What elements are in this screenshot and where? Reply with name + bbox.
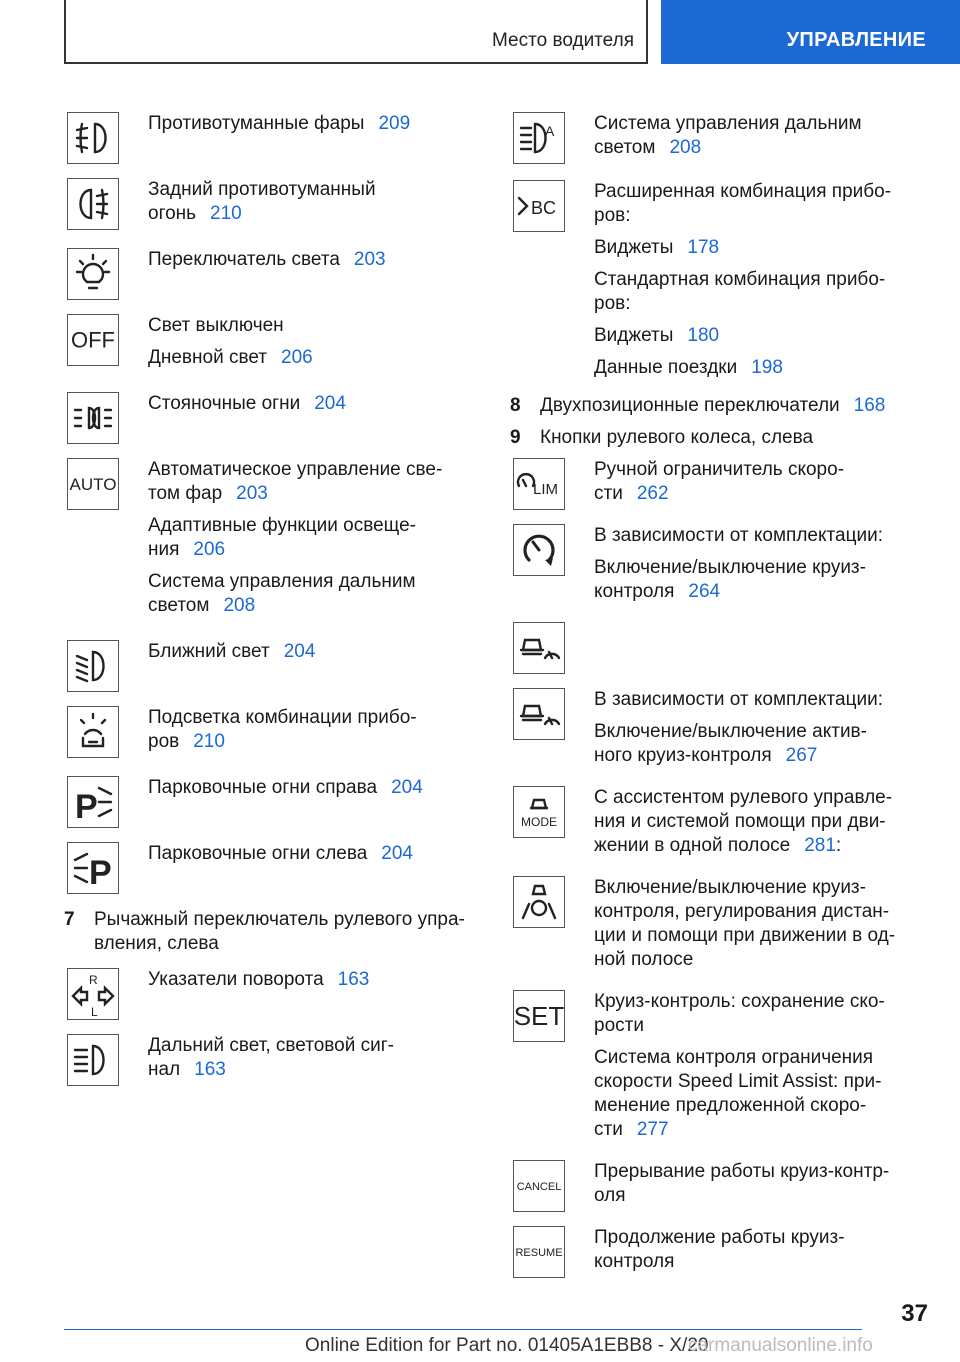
svg-text:P: P [89, 854, 112, 892]
icon-entry [64, 1034, 476, 1090]
set-icon [513, 990, 565, 1042]
parking-lights-icon [67, 392, 119, 444]
entry-line-text: Переключатель света [148, 249, 340, 270]
entry-line [148, 458, 476, 506]
entry-line-text: Адаптивные функции освеще- [148, 515, 416, 536]
entry-line-text: контроля [594, 581, 675, 602]
page-reference-link[interactable]: 210 [210, 203, 242, 224]
front-fog-light-icon [67, 112, 119, 164]
entry-text [148, 314, 476, 378]
page-reference-link[interactable]: 264 [688, 581, 721, 602]
page-reference-link[interactable]: 281 [804, 835, 836, 856]
page-reference-link[interactable]: 204 [381, 843, 413, 864]
entry-line [148, 178, 476, 226]
auto-icon [67, 458, 119, 510]
edition-text: Online Edition for Part no. 01405A1EBB8 - X/20 [305, 1335, 709, 1356]
entry-line [148, 776, 476, 800]
light-switch-icon [67, 248, 119, 300]
icon-entry [510, 622, 930, 674]
entry-text [148, 842, 476, 874]
icon-cell [510, 112, 594, 164]
icon-entry [64, 776, 476, 828]
page-reference-link[interactable]: 262 [636, 483, 669, 504]
entry-line [594, 1226, 930, 1274]
icon-entry [64, 178, 476, 234]
page-reference-link[interactable]: 163 [194, 1059, 226, 1080]
icon-entry [510, 180, 930, 388]
entry-line [594, 458, 930, 506]
icon-entry [510, 688, 930, 776]
numbered-item [510, 394, 930, 418]
entry-text [594, 112, 930, 168]
entry-line-text: Подсветка комбинации прибо- [148, 707, 417, 728]
entry-text [148, 248, 476, 280]
icon-entry [64, 706, 476, 762]
page-reference-link[interactable]: 267 [785, 745, 818, 766]
item-text [94, 908, 476, 956]
icon-entry [64, 112, 476, 164]
icon-entry [510, 112, 930, 168]
svg-text:MODE: MODE [521, 815, 557, 829]
icon-entry [510, 524, 930, 612]
entry-line [594, 324, 930, 348]
entry-line [594, 688, 930, 712]
entry-line-text: Продолжение работы круиз- [594, 1227, 845, 1248]
entry-text [594, 688, 930, 776]
entry-line-text: Включение/выключение круиз- [594, 877, 866, 898]
chapter-title: УПРАВЛЕНИЕ [786, 29, 926, 51]
icon-entry [64, 314, 476, 378]
entry-line [148, 514, 476, 562]
entry-line [148, 1034, 476, 1082]
entry-text [148, 112, 476, 144]
svg-text:SET: SET [514, 1001, 564, 1032]
entry-line-text: Ручной ограничитель скоро- [594, 459, 845, 480]
icon-cell [64, 842, 148, 894]
entry-line-text: нал [148, 1059, 181, 1080]
section-title: Место водителя [492, 30, 634, 51]
icon-entry [64, 640, 476, 692]
svg-text:OFF: OFF [71, 327, 115, 353]
entry-line-text: Виджеты [594, 325, 674, 346]
entry-line [148, 248, 476, 272]
icon-cell [64, 314, 148, 366]
entry-line-text: контроля, регулирования дистан- [594, 901, 890, 922]
entry-line-text: рости [594, 1015, 644, 1036]
icon-cell [64, 640, 148, 692]
entry-line-text: Включение/выключение круиз- [594, 557, 866, 578]
page-number: 37 [901, 1300, 928, 1327]
entry-line-text: скорости Speed Limit Assist: при- [594, 1071, 882, 1092]
entry-line-text: Стандартная комбинация прибо- [594, 269, 886, 290]
header-section-box [64, 0, 648, 64]
entry-text [148, 776, 476, 808]
entry-line-text: Виджеты [594, 237, 674, 258]
icon-cell [510, 990, 594, 1042]
entry-line-text: Автоматическое управление све- [148, 459, 443, 480]
entry-line [594, 268, 930, 316]
page-reference-link[interactable]: 204 [314, 393, 346, 414]
page-reference-link[interactable]: 208 [669, 137, 702, 158]
entry-line [148, 706, 476, 754]
icon-cell [510, 786, 594, 838]
entry-line-text: Противотуманные фары [148, 113, 365, 134]
entry-line-text: Дальний свет, световой сиг- [148, 1035, 394, 1056]
entry-text [594, 1160, 930, 1216]
icon-cell [64, 1034, 148, 1086]
entry-line-text: Данные поездки [594, 357, 738, 378]
entry-text [148, 178, 476, 234]
icon-cell [510, 180, 594, 232]
icon-cell [510, 524, 594, 576]
entry-line-text: Парковочные огни слева [148, 843, 368, 864]
cancel-icon [513, 1160, 565, 1212]
svg-text:BC: BC [531, 198, 557, 218]
entry-text [148, 392, 476, 424]
entry-line-text: том фар [148, 483, 223, 504]
entry-line-text: Указатели поворота [148, 969, 324, 990]
page-reference-link[interactable]: 209 [378, 113, 411, 134]
instrument-lighting-icon [67, 706, 119, 758]
entry-text [594, 1226, 930, 1282]
icon-cell [510, 1160, 594, 1212]
svg-text:L: L [91, 1005, 98, 1018]
item-number: 7 [64, 909, 75, 930]
page-reference-link[interactable]: 204 [283, 641, 316, 662]
page-reference-link[interactable]: 203 [353, 249, 386, 270]
entry-line-text: Стояночные огни [148, 393, 301, 414]
item-number: 8 [510, 395, 521, 416]
entry-line [594, 524, 930, 548]
entry-line [594, 1160, 930, 1208]
entry-line-text: ров [148, 731, 180, 752]
page-reference-link[interactable]: 204 [391, 777, 423, 798]
item-text-line: Двухпозиционные переключатели [540, 395, 840, 416]
icon-entry [64, 968, 476, 1020]
page-reference-link[interactable]: 206 [193, 539, 226, 560]
header-chapter-tab[interactable] [661, 0, 960, 64]
high-beam-assist-icon [513, 112, 565, 164]
page-reference-link[interactable]: 203 [236, 483, 268, 504]
item-text [540, 394, 930, 418]
off-icon [67, 314, 119, 366]
high-beam-icon [67, 1034, 119, 1086]
page-reference-link[interactable]: 208 [223, 595, 256, 616]
page-reference-link[interactable]: 163 [337, 969, 370, 990]
watermark: carmanualsonline.info [688, 1335, 873, 1356]
icon-cell [510, 1226, 594, 1278]
bc-icon [513, 180, 565, 232]
entry-line-text: оля [594, 1185, 626, 1206]
entry-line-text: Система управления дальним [594, 113, 862, 134]
entry-line-text: огонь [148, 203, 197, 224]
icon-cell [510, 876, 594, 928]
mode-icon [513, 786, 565, 838]
icon-entry [510, 876, 930, 980]
icon-cell [510, 458, 594, 510]
parking-light-right-icon [67, 776, 119, 828]
entry-line [594, 556, 930, 604]
icon-entry [64, 392, 476, 444]
icon-entry [510, 990, 930, 1150]
low-beam-icon [67, 640, 119, 692]
entry-text [594, 786, 930, 866]
entry-text [594, 524, 930, 612]
entry-line [148, 640, 476, 664]
svg-text:CANCEL: CANCEL [516, 1180, 562, 1193]
entry-line [148, 392, 476, 416]
entry-text [594, 458, 930, 514]
parking-light-left-icon [67, 842, 119, 894]
entry-line-text: светом [594, 137, 656, 158]
turn-signal-icon [67, 968, 119, 1020]
entry-line-text: Дневной свет [148, 347, 267, 368]
item-text [540, 426, 930, 450]
entry-line-text: Задний противотуманный [148, 179, 376, 200]
entry-line-text: Парковочные огни справа [148, 777, 378, 798]
entry-line-text: Свет выключен [148, 315, 284, 336]
svg-text:AUTO: AUTO [69, 474, 117, 494]
entry-line [594, 786, 930, 858]
entry-line-text: В зависимости от комплектации: [594, 689, 883, 710]
svg-text:RESUME: RESUME [515, 1246, 563, 1259]
footer-divider [64, 1329, 862, 1330]
entry-line-text: светом [148, 595, 210, 616]
item-text-line: Кнопки рулевого колеса, слева [540, 427, 814, 448]
icon-entry [510, 1160, 930, 1216]
svg-text:A: A [545, 123, 555, 139]
entry-line [594, 720, 930, 768]
entry-line-text: Круиз-контроль: сохранение ско- [594, 991, 885, 1012]
rear-fog-light-icon [67, 178, 119, 230]
entry-line [148, 346, 476, 370]
entry-line-text: ного круиз-контроля [594, 745, 772, 766]
entry-line-text: Система контроля ограничения [594, 1047, 874, 1068]
entry-line-text: Расширенная комбинация прибо- [594, 181, 892, 202]
icon-cell [64, 392, 148, 444]
entry-line-text: Прерывание работы круиз-контр- [594, 1161, 890, 1182]
svg-text:P: P [75, 788, 98, 826]
entry-line [594, 180, 930, 228]
icon-cell [64, 458, 148, 510]
item-text-line: вления, слева [94, 933, 219, 954]
icon-cell [64, 968, 148, 1020]
page-reference-link[interactable]: 206 [281, 347, 313, 368]
entry-line-text: ной полосе [594, 949, 694, 970]
entry-text [594, 990, 930, 1150]
icon-entry [64, 248, 476, 300]
numbered-item [510, 426, 930, 450]
entry-line-text: ров: [594, 293, 631, 314]
entry-text [594, 876, 930, 980]
icon-cell [510, 622, 594, 674]
entry-line-text: С ассистентом рулевого управле- [594, 787, 893, 808]
entry-text [148, 458, 476, 626]
svg-text:R: R [89, 973, 98, 987]
entry-line-text: Включение/выключение актив- [594, 721, 867, 742]
entry-line-text: сти [594, 483, 623, 504]
entry-line-suffix: : [835, 835, 842, 856]
page-reference-link[interactable]: 168 [853, 395, 886, 416]
page-reference-link[interactable]: 277 [636, 1119, 669, 1140]
left-column [64, 112, 476, 1104]
icon-entry [64, 842, 476, 894]
distance-control-icon [513, 622, 565, 674]
active-cruise-icon [513, 688, 565, 740]
entry-text [594, 180, 930, 388]
entry-line-text: ния [148, 539, 180, 560]
entry-line [148, 842, 476, 866]
item-number: 9 [510, 427, 521, 448]
entry-line-text: ров: [594, 205, 631, 226]
entry-line [594, 236, 930, 260]
entry-text [148, 1034, 476, 1090]
entry-line [148, 314, 476, 338]
entry-text [148, 640, 476, 672]
icon-cell [64, 776, 148, 828]
right-column [510, 112, 930, 1292]
entry-line [594, 876, 930, 972]
entry-line [594, 112, 930, 160]
entry-text [148, 968, 476, 1000]
icon-cell [64, 248, 148, 300]
svg-text:LIM: LIM [533, 481, 559, 498]
lane-assist-icon [513, 876, 565, 928]
icon-entry [510, 786, 930, 866]
resume-icon [513, 1226, 565, 1278]
page-reference-link[interactable]: 178 [687, 237, 720, 258]
entry-line [148, 112, 476, 136]
entry-line-text: сти [594, 1119, 623, 1140]
speed-limiter-icon [513, 458, 565, 510]
entry-line-text: менение предложенной скоро- [594, 1095, 867, 1116]
entry-line-text: контроля [594, 1251, 675, 1272]
entry-line-text: ния и системой помощи при дви- [594, 811, 886, 832]
entry-line [148, 968, 476, 992]
icon-cell [64, 112, 148, 164]
icon-entry [510, 1226, 930, 1282]
icon-entry [510, 458, 930, 514]
entry-line-text: жении в одной полосе [594, 835, 791, 856]
icon-cell [510, 688, 594, 740]
entry-line-text: Ближний свет [148, 641, 270, 662]
icon-cell [64, 706, 148, 758]
entry-line [148, 570, 476, 618]
item-text-line: Рычажный переключатель рулевого упра- [94, 909, 465, 930]
icon-cell [64, 178, 148, 230]
entry-text [148, 706, 476, 762]
entry-line [594, 356, 930, 380]
entry-line [594, 1046, 930, 1142]
numbered-item [64, 908, 476, 956]
entry-line-text: ции и помощи при движении в од- [594, 925, 896, 946]
entry-line-text: В зависимости от комплектации: [594, 525, 883, 546]
page-reference-link[interactable]: 210 [193, 731, 225, 752]
page-reference-link[interactable]: 180 [687, 325, 720, 346]
entry-line [594, 990, 930, 1038]
entry-line-text: Система управления дальним [148, 571, 416, 592]
cruise-control-icon [513, 524, 565, 576]
icon-entry [64, 458, 476, 626]
page-reference-link[interactable]: 198 [751, 357, 783, 378]
